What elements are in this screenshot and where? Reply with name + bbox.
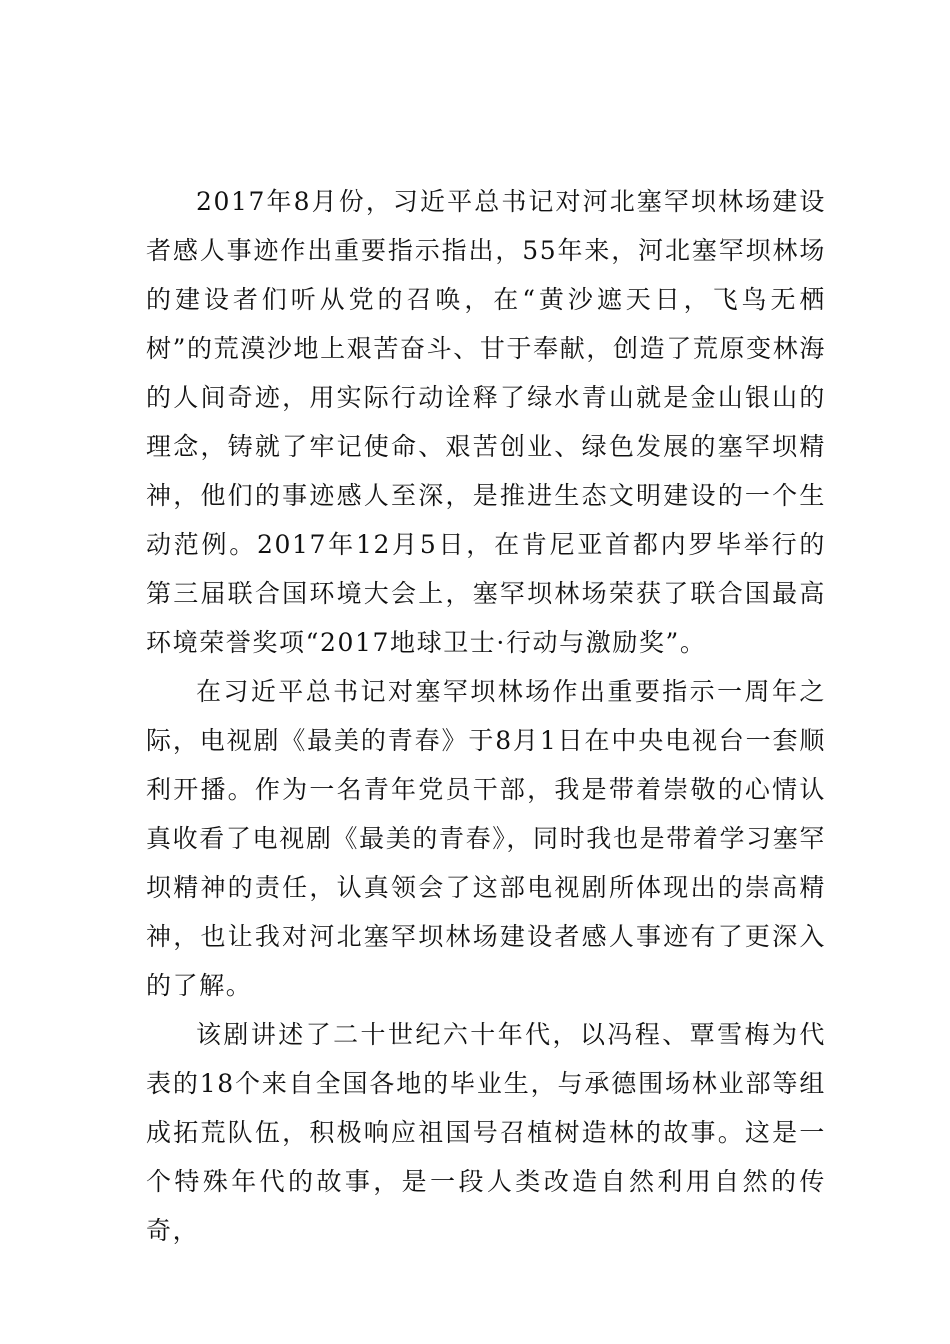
paragraph-drama-plot: 该剧讲述了二十世纪六十年代，以冯程、覃雪梅为代表的18个来自全国各地的毕业生，与承德围场林业部等组成拓荒队伍，积极响应祖国号召植树造林的故事。这是一个特殊年代的故事，是一段人类改造自然利用自然的传奇， <box>146 1020 826 1245</box>
article-body <box>146 177 826 1255</box>
paragraph-tv-drama-broadcast: 在习近平总书记对塞罕坝林场作出重要指示一周年之际，电视剧《最美的青春》于8月1日在中央电视台一套顺利开播。作为一名青年党员干部，我是带着崇敬的心情认真收看了电视剧《最美的青春》，同时我也是带着学习塞罕坝精神的责任，认真领会了这部电视剧所体现出的崇高精神，也让我对河北塞罕坝林场建设者感人事迹有了更深入的了解。 <box>146 677 826 1000</box>
paragraph-saihanba-instruction: 2017年8月份，习近平总书记对河北塞罕坝林场建设者感人事迹作出重要指示指出，55年来，河北塞罕坝林场的建设者们听从党的召唤，在“黄沙遮天日，飞鸟无栖树”的荒漠沙地上艰苦奋斗、甘于奉献，创造了荒原变林海的人间奇迹，用实际行动诠释了绿水青山就是金山银山的理念，铸就了牢记使命、艰苦创业、绿色发展的塞罕坝精神，他们的事迹感人至深，是推进生态文明建设的一个生动范例。2017年12月5日，在肯尼亚首都内罗毕举行的第三届联合国环境大会上，塞罕坝林场荣获了联合国最高环境荣誉奖项“2017地球卫士·行动与激励奖”。 <box>146 187 826 657</box>
